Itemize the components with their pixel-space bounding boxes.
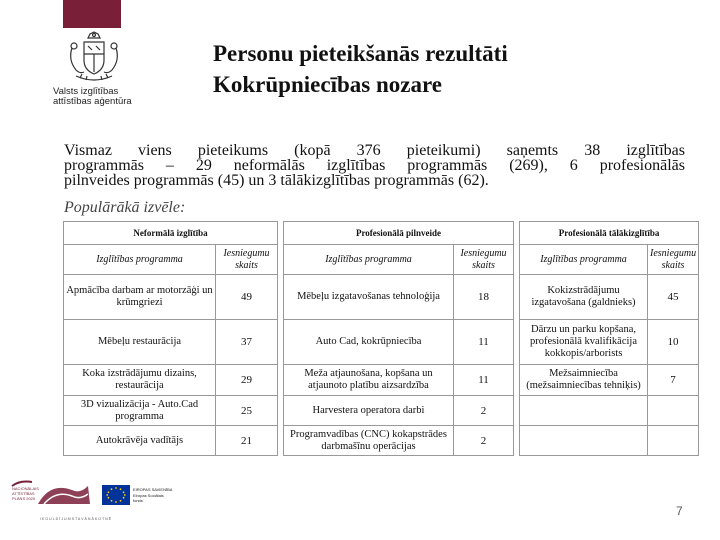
count-cell: 37 <box>216 320 278 365</box>
subheading: Populārākā izvēle: <box>64 199 186 216</box>
nap-line3: PLĀNS 2020 <box>12 496 36 501</box>
col-header-program: Izglītības programma <box>520 245 648 275</box>
count-cell: 7 <box>648 365 699 396</box>
nap-line2: ATTĪSTĪBAS <box>12 491 35 496</box>
program-cell: Dārzu un parku kopšana, profesionālā kvalifikācija kokkopis/arborists <box>520 320 648 365</box>
program-cell: Apmācība darbam ar motorzāģi un krūmgriezi <box>64 275 216 320</box>
program-cell: Mežsaimniecība (mežsaimniecības tehniķis) <box>520 365 648 396</box>
count-cell <box>648 426 699 456</box>
count-cell <box>648 396 699 426</box>
coat-of-arms-logo <box>62 30 126 86</box>
count-cell: 45 <box>648 275 699 320</box>
table-row <box>64 426 699 456</box>
count-cell: 11 <box>454 365 514 396</box>
applications-table <box>63 221 699 456</box>
program-cell: Koka izstrādājumu dizains, restaurācija <box>64 365 216 396</box>
table-row <box>64 396 699 426</box>
count-cell: 2 <box>454 426 514 456</box>
intro-line2: programmās – 29 neformālās izglītības programmās (269), 6 profesionālās <box>64 157 685 174</box>
program-cell <box>520 396 648 426</box>
page-title <box>213 38 508 100</box>
count-cell: 29 <box>216 365 278 396</box>
eu-line1: EIROPAS SAVIENĪBA <box>133 487 173 492</box>
group-header-professional: Profesionālā pilnveide <box>284 222 514 245</box>
count-cell: 11 <box>454 320 514 365</box>
intro-paragraph <box>64 143 685 188</box>
program-cell <box>520 426 648 456</box>
eu-line3: fonds <box>133 498 143 503</box>
table-row <box>64 320 699 365</box>
col-header-program: Izglītības programma <box>64 245 216 275</box>
group-header-nonformal: Neformālā izglītība <box>64 222 278 245</box>
nap2020-logo <box>12 482 39 502</box>
count-cell: 25 <box>216 396 278 426</box>
count-cell: 49 <box>216 275 278 320</box>
count-cell: 18 <box>454 275 514 320</box>
brand-color-bar <box>63 0 121 28</box>
col-header-count: Iesniegumu skaits <box>454 245 514 275</box>
program-cell: Programvadības (CNC) kokapstrādes darbmašīnu operācijas <box>284 426 454 456</box>
page-number: 7 <box>676 504 683 518</box>
program-cell: Mēbeļu restaurācija <box>64 320 216 365</box>
org-name-line1: Valsts izglītības <box>53 86 119 97</box>
eu-flag-logo <box>102 485 173 505</box>
group-header-further: Profesionālā tālākizglītība <box>520 222 699 245</box>
table-row <box>64 365 699 396</box>
title-line2: Kokrūpniecības nozare <box>213 72 442 97</box>
program-cell: Harvestera operatora darbi <box>284 396 454 426</box>
eu-line2: Eiropas Sociālais <box>133 493 164 498</box>
org-name-line2: attīstības aģentūra <box>53 96 132 107</box>
col-header-count: Iesniegumu skaits <box>216 245 278 275</box>
program-cell: Meža atjaunošana, kopšana un atjaunoto platību aizsardzība <box>284 365 454 396</box>
nap-line1: NACIONĀLAIS <box>12 486 39 491</box>
count-cell: 21 <box>216 426 278 456</box>
program-cell: Auto Cad, kokrūpniecība <box>284 320 454 365</box>
program-cell: Autokrāvēja vadītājs <box>64 426 216 456</box>
title-line1: Personu pieteikšanās rezultāti <box>213 41 508 66</box>
intro-line3: pilnveides programmās (45) un 3 tālākizglītības programmās (62). <box>64 172 489 189</box>
col-header-count: Iesniegumu skaits <box>648 245 699 275</box>
program-cell: 3D vizualizācija - Auto.Cad programma <box>64 396 216 426</box>
count-cell: 2 <box>454 396 514 426</box>
program-cell: Kokizstrādājumu izgatavošana (galdnieks) <box>520 275 648 320</box>
col-header-program: Izglītības programma <box>284 245 454 275</box>
footer-logos <box>10 476 195 524</box>
intro-line1: Vismaz viens pieteikums (kopā 376 pieteikumi) saņemts 38 izglītības <box>64 142 685 159</box>
organization-name <box>53 87 143 107</box>
count-cell: 10 <box>648 320 699 365</box>
program-cell: Mēbeļu izgatavošanas tehnoloģija <box>284 275 454 320</box>
footer-slogan: I E G U L D Ī J U M S T A V Ā N Ā K O T N Ē <box>40 517 112 521</box>
table-row <box>64 275 699 320</box>
